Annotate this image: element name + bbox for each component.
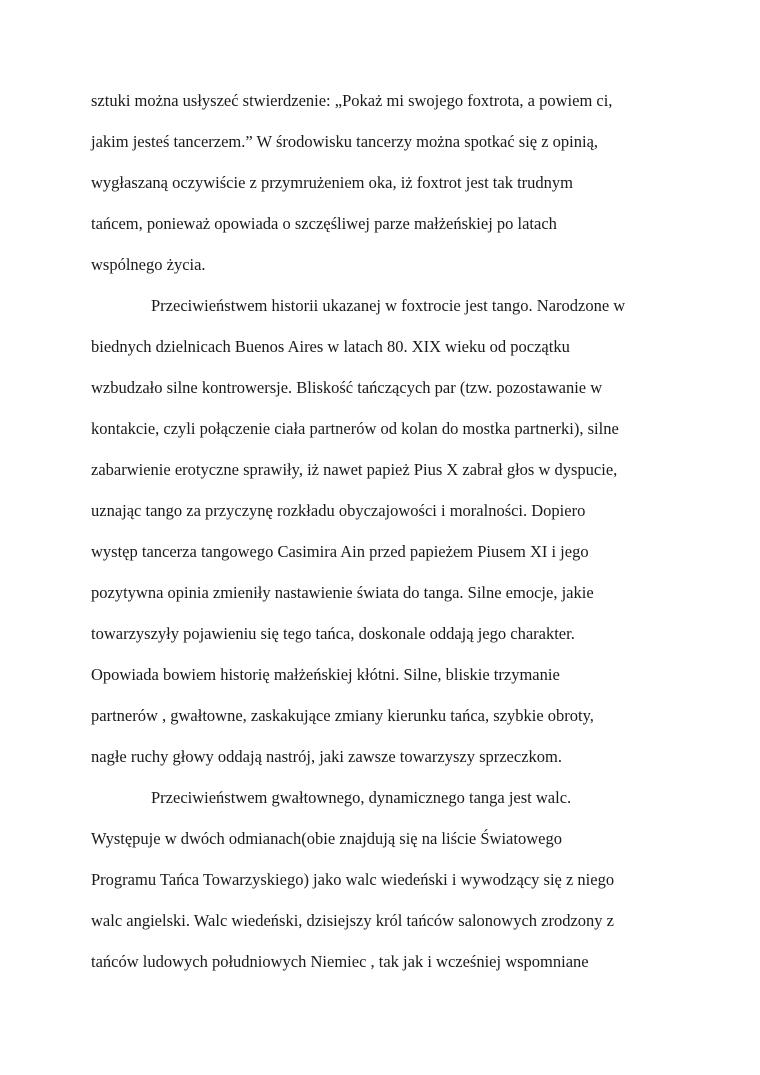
text-line: wspólnego życia.	[91, 255, 206, 274]
text-line: zabarwienie erotyczne sprawiły, iż nawet papież Pius X zabrał głos w dyspucie,	[91, 460, 618, 479]
text-line: Występuje w dwóch odmianach(obie znajdują się na liście Światowego	[91, 829, 562, 848]
text-line: pozytywna opinia zmieniły nastawienie świata do tanga. Silne emocje, jakie	[91, 583, 594, 602]
text-line: walc angielski. Walc wiedeński, dzisiejszy król tańców salonowych zrodzony z	[91, 911, 615, 930]
document-body	[91, 90, 671, 992]
text-line: wygłaszaną oczywiście z przymrużeniem oka, iż foxtrot jest tak trudnym	[91, 173, 573, 192]
text-line: towarzyszyły pojawieniu się tego tańca, doskonale oddają jego charakter.	[91, 624, 575, 643]
text-line: tańców ludowych południowych Niemiec , tak jak i wcześniej wspomniane	[91, 952, 589, 971]
text-line: wzbudzało silne kontrowersje. Bliskość tańczących par (tzw. pozostawanie w	[91, 378, 603, 397]
text-line: biednych dzielnicach Buenos Aires w latach 80. XIX wieku od początku	[91, 337, 570, 356]
text-line: występ tancerza tangowego Casimira Ain przed papieżem Piusem XI i jego	[91, 542, 589, 561]
text-line: kontakcie, czyli połączenie ciała partnerów od kolan do mostka partnerki), silne	[91, 419, 619, 438]
text-line: Opowiada bowiem historię małżeńskiej kłótni. Silne, bliskie trzymanie	[91, 665, 560, 684]
text-line: partnerów , gwałtowne, zaskakujące zmiany kierunku tańca, szybkie obroty,	[91, 706, 594, 725]
paragraph-first-line: Przeciwieństwem historii ukazanej w foxtrocie jest tango. Narodzone w	[151, 296, 626, 315]
text-line: tańcem, ponieważ opowiada o szczęśliwej parze małżeńskiej po latach	[91, 214, 557, 233]
text-line: jakim jesteś tancerzem.” W środowisku tancerzy można spotkać się z opinią,	[91, 132, 599, 151]
text-line: Programu Tańca Towarzyskiego) jako walc wiedeński i wywodzący się z niego	[91, 870, 615, 889]
text-line: sztuki można usłyszeć stwierdzenie: „Pokaż mi swojego foxtrota, a powiem ci,	[91, 91, 613, 110]
paragraph-first-line: Przeciwieństwem gwałtownego, dynamicznego tanga jest walc.	[151, 788, 572, 807]
text-line: nagłe ruchy głowy oddają nastrój, jaki zawsze towarzyszy sprzeczkom.	[91, 747, 562, 766]
text-line: uznając tango za przyczynę rozkładu obyczajowości i moralności. Dopiero	[91, 501, 586, 520]
